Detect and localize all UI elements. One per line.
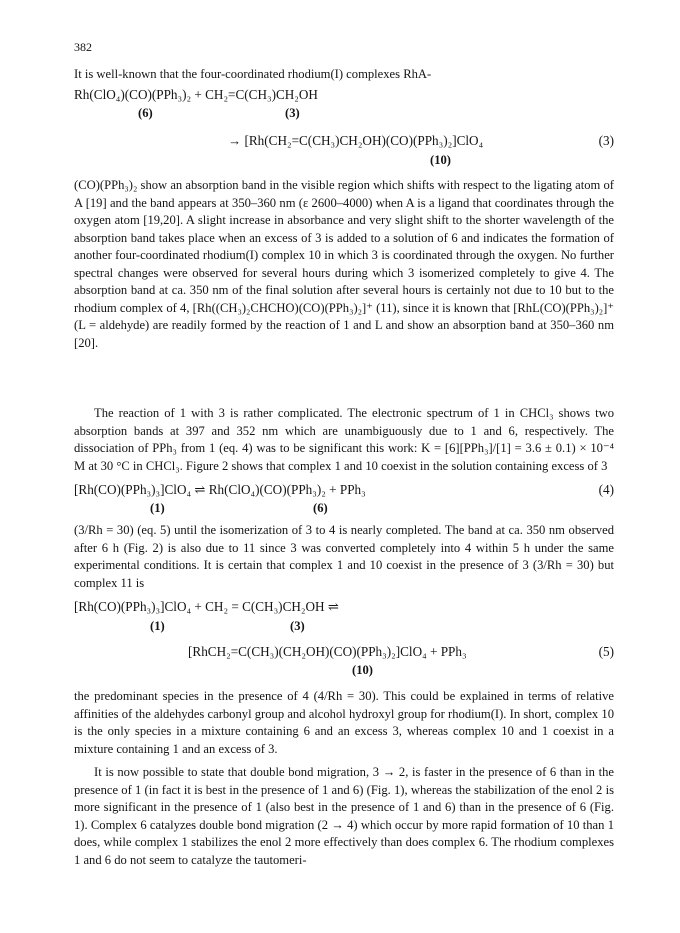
equation-3-number: (3) — [598, 133, 614, 148]
equation-4-label-6: (6) — [313, 501, 328, 515]
equation-5-label-1: (1) — [150, 619, 165, 633]
paragraph-4: the predominant species in the presence of 4 (4/Rh = 30). This could be explained in terms of relative affinities of the aldehydes carbonyl group and alcohol hydroxyl group for rhodium(I). In short, complex 10 is the only species in a mixture containing 6 and an excess 3, whereas complex 10 and 1 coexist in a mixture containing 1 and an excess of 3. — [74, 689, 614, 756]
equation-5-lhs: [Rh(CO)(PPh₃)₃]ClO₄ + CH₂ = C(CH₃)CH₂OH ⇌ — [74, 599, 339, 614]
equation-5-label-10: (10) — [352, 663, 373, 677]
paragraph-2: The reaction of 1 with 3 is rather complicated. The electronic spectrum of 1 in CHCl₃ shows two absorption bands at 397 and 352 nm which are unambiguously due to 1 and 6, respectively. The dissociation of PPh₃ from 1 (eq. 4) was to be significant this work: K = [6][PPh₃]/[1] = 3.6 ± 0.1) × 10⁻⁴ M at 30 °C in CHCl₃. Figure 2 shows that complex 1 and 10 coexist in the solution containing excess of 3 — [74, 406, 614, 473]
page-number: 382 — [74, 40, 92, 54]
paragraph-1: (CO)(PPh₃)₂ show an absorption band in the visible region which shifts with respect to the ligating atom of A [19] and the band appears at 350–360 nm (ε 2600–4000) when A is a ligand that coordinates through the oxygen atom [19,20]. A slight increase in absorbance and very slight shift to the shorter wavelength of the absorption band takes place when an excess of 3 is added to a solution of 6 and indicates the formation of another four-coordinated rhodium(I) complex 10 in which 3 is coordinated through the oxygen. No further spectral changes were observed for several hours during which 3 isomerized completely to give 4. The absorption band at ca. 350 nm of the final solution after several hours is certainly not due to 10 but to the rhodium complex of 4, [Rh((CH₃)₂CHCHO)(CO)(PPh₃)₂]⁺ (11), since it is known that [RhL(CO)(PPh₃)₂]⁺ (L = aldehyde) are readily formed by the reaction of 1 and L and show an absorption band at 350–360 nm [20]. — [74, 178, 614, 350]
equation-3-label-3: (3) — [285, 106, 300, 120]
equation-3-label-6: (6) — [138, 106, 153, 120]
equation-5-rhs: [RhCH₂=C(CH₃)(CH₂OH)(CO)(PPh₃)₂]ClO₄ + PPh₃ — [188, 644, 467, 659]
paragraph-3: (3/Rh = 30) (eq. 5) until the isomerization of 3 to 4 is nearly completed. The band at ca. 350 nm observed after 6 h (Fig. 2) is also due to 11 since 3 was converted completely into 4 within 5 h under the same experimental conditions. It is certain that complex 1 and 10 coexist in the presence of 3 (3/Rh = 30) but complex 11 is — [74, 523, 614, 590]
equation-5-label-3: (3) — [290, 619, 305, 633]
equation-4-number: (4) — [598, 482, 614, 497]
equation-3-lhs: Rh(ClO₄)(CO)(PPh₃)₂ + CH₂=C(CH₃)CH₂OH — [74, 87, 318, 102]
equation-3-label-10: (10) — [430, 153, 451, 167]
paragraph-5: It is now possible to state that double bond migration, 3 → 2, is faster in the presence of 6 than in the presence of 1 (in fact it is best in the presence of 1 and 6) (Fig. 1), whereas the stabilization of the enol 2 is more significant in the presence of 1 (also best in the presence of 1 and 6) than in the presence of 6 (Fig. 1). Complex 6 catalyzes double bond migration (2 → 4) which occur by more rapid formation of 10 than 1 does, while complex 1 stabilizes the enol 2 more effectively than does complex 6. The rhodium complexes 1 and 6 do not seem to catalyze the tautomeri- — [74, 765, 614, 867]
intro-line: It is well-known that the four-coordinated rhodium(I) complexes RhA- — [74, 67, 432, 81]
equation-3-rhs: → [Rh(CH₂=C(CH₃)CH₂OH)(CO)(PPh₃)₂]ClO₄ — [228, 133, 484, 148]
equation-5-number: (5) — [598, 644, 614, 659]
equation-4-text: [Rh(CO)(PPh₃)₃]ClO₄ ⇌ Rh(ClO₄)(CO)(PPh₃)₂ + PPh₃ — [74, 482, 366, 497]
equation-4-label-1: (1) — [150, 501, 165, 515]
